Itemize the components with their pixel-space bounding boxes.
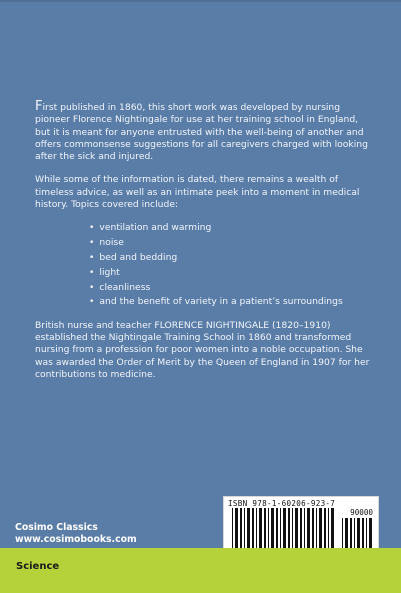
barcode-bar xyxy=(316,508,317,552)
category-label: Science xyxy=(16,561,60,572)
topic-item: • and the benefit of variety in a patient’s surroundings xyxy=(89,296,375,308)
barcode-bar xyxy=(362,518,364,552)
barcode-bar xyxy=(240,508,242,552)
barcode-bar xyxy=(264,508,266,552)
topic-item: • light xyxy=(89,267,375,279)
barcode-bar xyxy=(369,518,372,552)
topics-list xyxy=(35,222,375,308)
barcode-bar xyxy=(271,508,274,552)
barcode-bar xyxy=(259,508,262,552)
barcode-bar xyxy=(328,508,329,552)
barcode-bar xyxy=(324,508,326,552)
price-code: 90000 xyxy=(350,508,373,517)
barcode-bar xyxy=(350,518,352,552)
barcode-bar xyxy=(304,508,305,552)
publisher-name: Cosimo Classics xyxy=(15,522,98,533)
topic-item: • cleanliness xyxy=(89,282,375,294)
barcode-main-bars xyxy=(232,508,338,552)
topic-item: • bed and bedding xyxy=(89,252,375,264)
barcode-bar xyxy=(300,508,302,552)
top-edge-line xyxy=(0,0,401,2)
blurb-paragraph-topics-intro: While some of the information is dated, there remains a wealth of timeless advice, as well as an intimate peek into a moment in medical history. Topics covered include: xyxy=(35,174,360,211)
barcode-bar xyxy=(345,518,348,552)
barcode-bar xyxy=(307,508,310,552)
barcode-bar xyxy=(366,518,367,552)
barcode-bar xyxy=(295,508,298,552)
barcode-bar xyxy=(288,508,290,552)
author-bio: British nurse and teacher FLORENCE NIGHTINGALE (1820–1910) established the Nightingale Training School in 1860 and transformed nursing from a profession for poor women into a noble occupation. She was awarded the Order of Merit by the Queen of England in 1907 for her contributions to medicine. xyxy=(35,319,370,380)
blurb-text-block xyxy=(35,101,375,392)
topic-item: • noise xyxy=(89,237,375,249)
barcode-bar xyxy=(252,508,254,552)
barcode-addon-bars xyxy=(342,518,374,552)
barcode-bar xyxy=(319,508,322,552)
barcode-bar xyxy=(342,518,343,552)
isbn-label: ISBN 978-1-60206-923-7 xyxy=(228,499,336,508)
barcode-bar xyxy=(331,508,334,552)
barcode-bar xyxy=(235,508,238,552)
barcode-bar xyxy=(283,508,286,552)
category-bar xyxy=(0,548,401,593)
barcode-bar xyxy=(292,508,293,552)
barcode-bar xyxy=(280,508,281,552)
barcode-bar xyxy=(354,518,355,552)
barcode-bar xyxy=(247,508,250,552)
topic-item: • ventilation and warming xyxy=(89,222,375,234)
publisher-url: www.cosimobooks.com xyxy=(15,534,137,545)
barcode-bar xyxy=(268,508,269,552)
barcode-bar xyxy=(244,508,245,552)
barcode-bar xyxy=(312,508,314,552)
barcode-bar xyxy=(276,508,278,552)
barcode-bar xyxy=(232,508,233,552)
blurb-paragraph-intro: First published in 1860, this short work was developed by nursing pioneer Florence Nightingale for use at her training school in England, but it is meant for anyone entrusted with the well-being of another and offers commonsense suggestions for all caregivers charged with looking after the sick and injured. xyxy=(35,99,368,163)
publisher-block xyxy=(15,522,137,546)
barcode-bar xyxy=(256,508,257,552)
barcode-bar xyxy=(357,518,360,552)
